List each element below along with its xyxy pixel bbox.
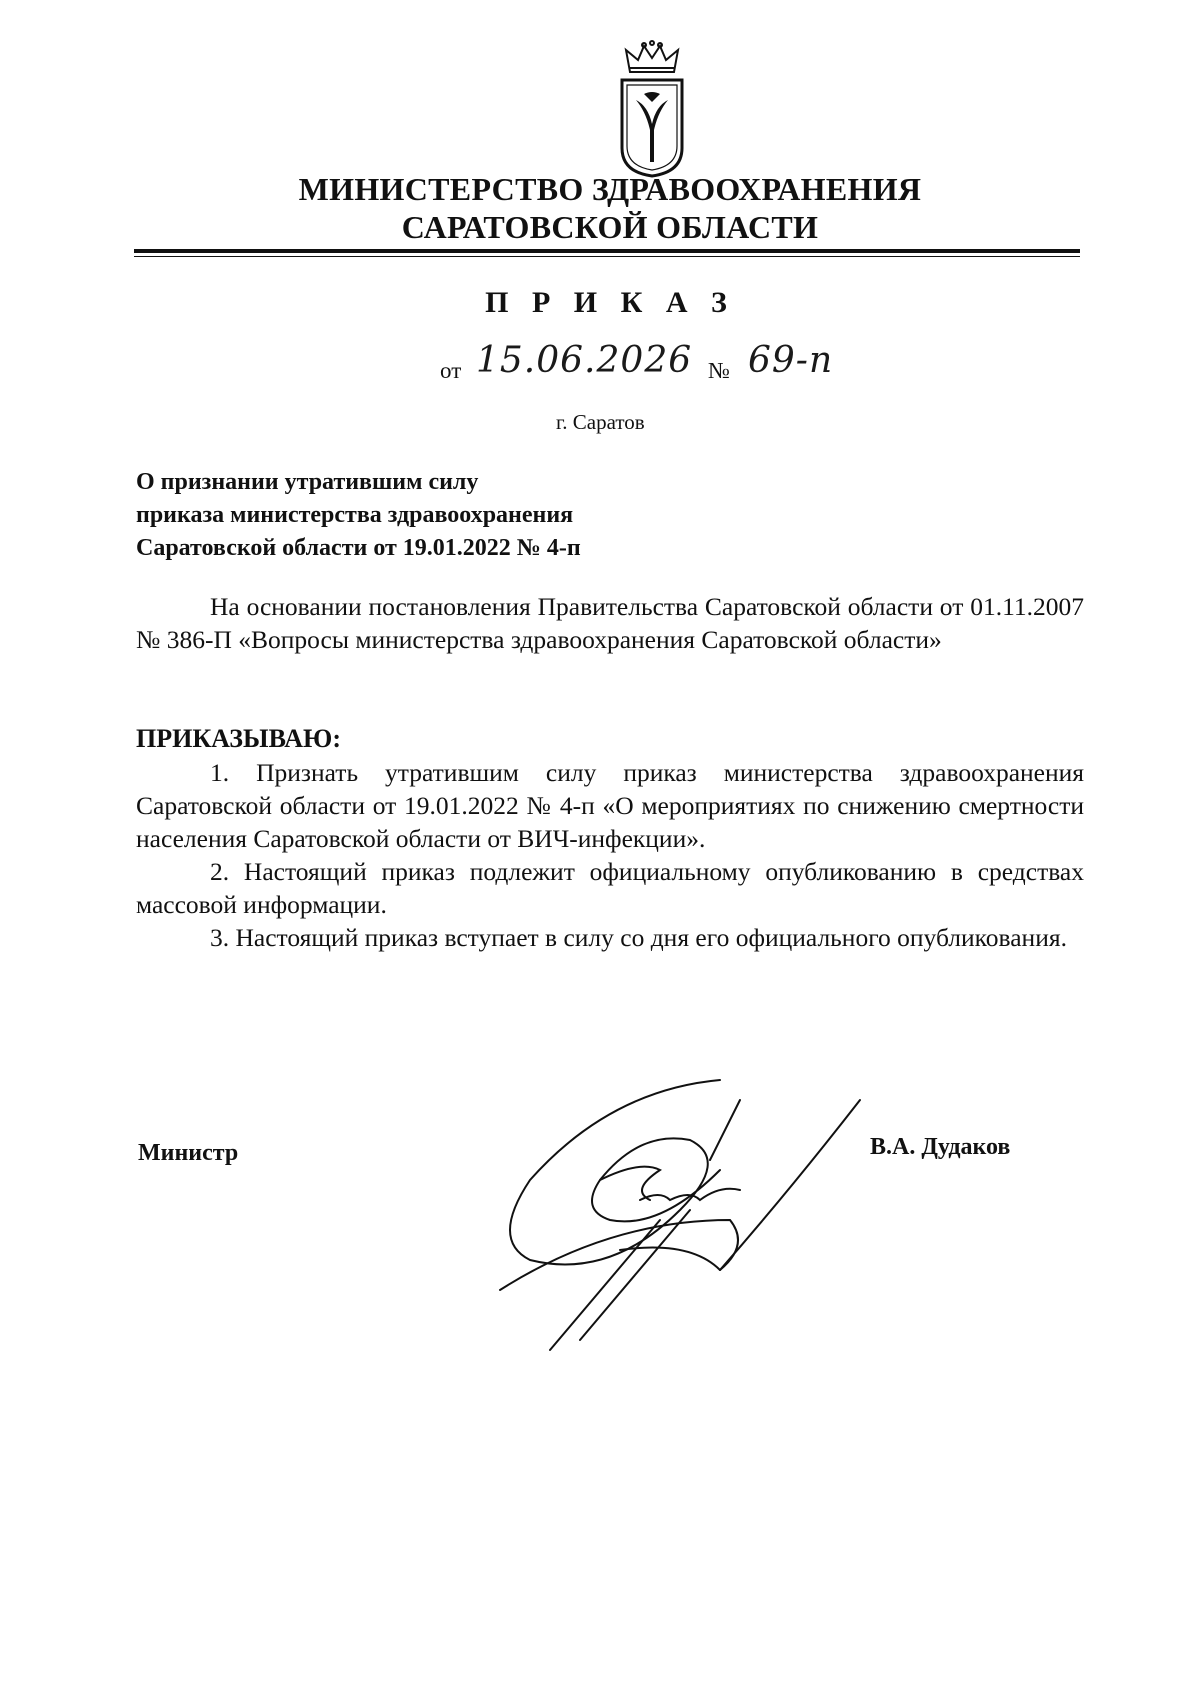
order-item-1: 1. Признать утратившим силу приказ министерства здравоохранения Саратовской области от 19.01.2022 № 4-п «О мероприятиях по снижению смертности населения Саратовской области от ВИЧ-инфекции». <box>136 758 1084 853</box>
city: г. Саратов <box>556 410 645 434</box>
order-heading: ПРИКАЗЫВАЮ: <box>136 724 341 753</box>
subject-line-1: О признании утратившим силу <box>136 469 479 495</box>
date-prefix: от <box>440 358 462 383</box>
number-prefix: № <box>708 358 730 383</box>
order-item-2: 2. Настоящий приказ подлежит официальному опубликованию в средствах массовой информации. <box>136 857 1084 919</box>
basis-paragraph: На основании постановления Правительства Саратовской области от 01.11.2007 № 386-П «Вопросы министерства здравоохранения Саратовской области» <box>136 592 1084 654</box>
order-subject <box>136 466 756 565</box>
handwritten-signature <box>490 1070 870 1360</box>
order-title: П Р И К А З <box>485 286 735 319</box>
ministry-line-2: САРАТОВСКОЙ ОБЛАСТИ <box>401 209 819 245</box>
ministry-name <box>200 170 1020 246</box>
signer-name: В.А. Дудаков <box>870 1134 1011 1160</box>
header-rule-thin <box>134 256 1080 257</box>
order-date-line <box>440 340 960 390</box>
order-date: 15.06.2026 <box>476 340 693 381</box>
ministry-line-1: МИНИСТЕРСТВО ЗДРАВООХРАНЕНИЯ <box>298 171 922 207</box>
order-number: 69-п <box>748 340 834 381</box>
saratov-coat-of-arms-icon <box>614 40 690 178</box>
order-item-3: 3. Настоящий приказ вступает в силу со дня его официального опубликования. <box>210 923 1067 952</box>
signer-position: Министр <box>138 1140 239 1166</box>
header-rule-thick <box>134 249 1080 253</box>
subject-line-3: Саратовской области от 19.01.2022 № 4-п <box>136 535 581 561</box>
subject-line-2: приказа министерства здравоохранения <box>136 502 574 528</box>
